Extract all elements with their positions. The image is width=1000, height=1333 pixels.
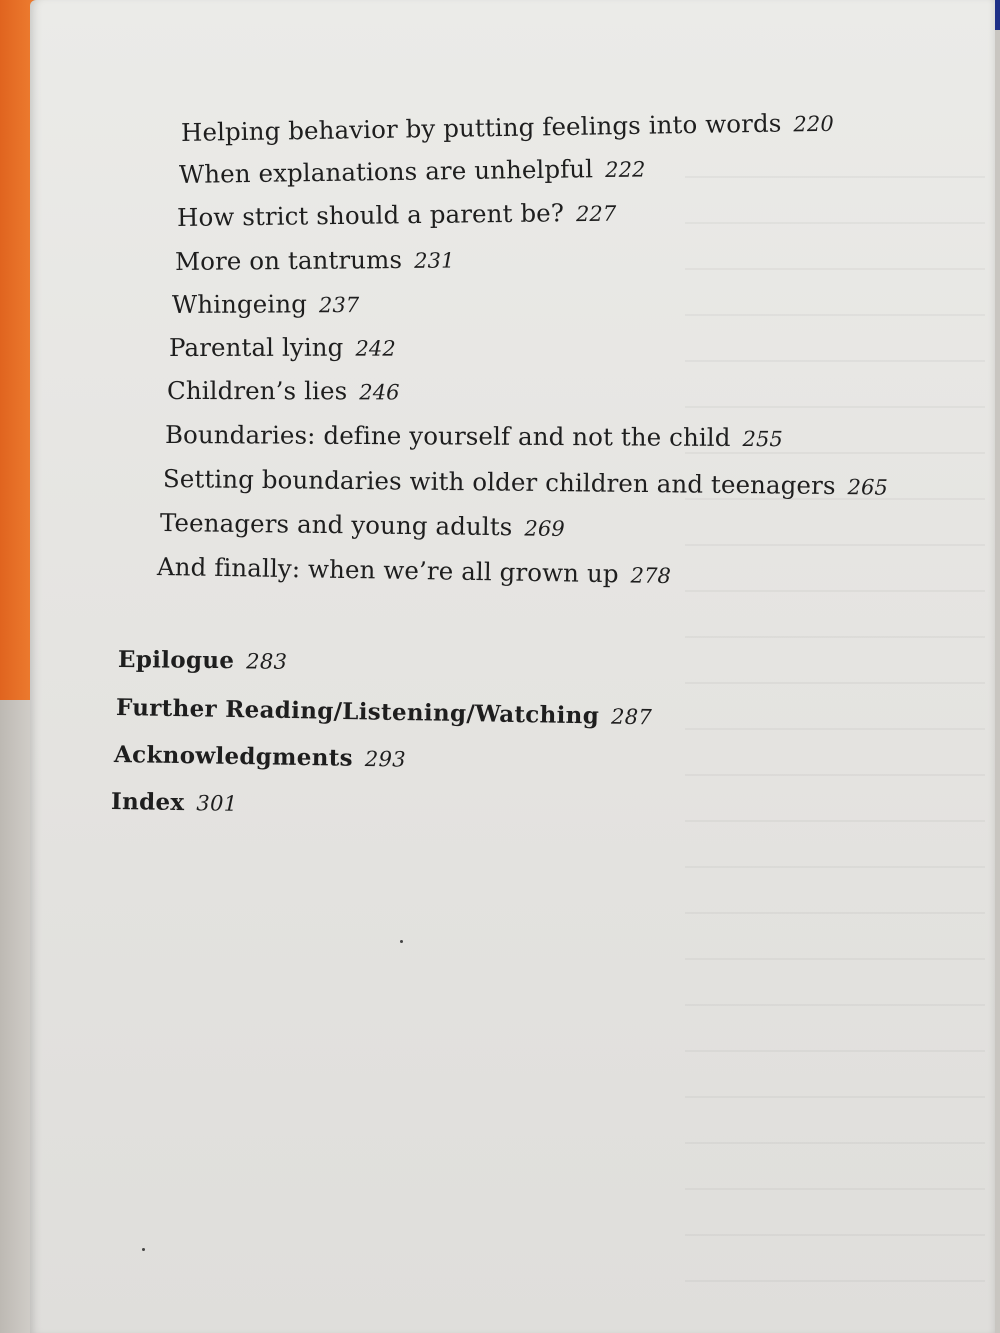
toc-entry-title: How strict should a parent be? — [176, 198, 565, 232]
toc-entry[interactable] — [165, 420, 783, 452]
toc-entry-title: Index — [110, 788, 185, 817]
toc-entry-page: 287 — [610, 704, 653, 730]
table-of-contents — [30, 0, 995, 1333]
toc-entry-page: 237 — [318, 293, 360, 318]
toc-entry[interactable] — [177, 198, 617, 232]
toc-entry-title: Parental lying — [168, 332, 344, 362]
toc-entry-back-matter[interactable] — [118, 646, 288, 675]
toc-entry[interactable] — [175, 245, 455, 276]
toc-entry-title: When explanations are unhelpful — [178, 154, 594, 189]
toc-entry-title: Boundaries: define yourself and not the child — [164, 420, 731, 452]
toc-entry[interactable] — [163, 464, 888, 501]
toc-entry-title: And finally: when we’re all grown up — [156, 552, 619, 589]
toc-entry[interactable] — [181, 108, 834, 147]
toc-entry-page: 255 — [742, 427, 783, 452]
toc-entry-title: Further Reading/Listening/Watching — [115, 694, 600, 730]
toc-entry[interactable] — [167, 376, 400, 405]
toc-entry[interactable] — [157, 552, 671, 589]
toc-entry-page: 265 — [847, 475, 889, 500]
toc-entry-back-matter[interactable] — [111, 788, 238, 817]
toc-entry-page: 227 — [575, 201, 617, 227]
toc-entry[interactable] — [169, 333, 396, 362]
toc-entry-page: 242 — [355, 336, 396, 361]
toc-entry[interactable] — [172, 289, 360, 319]
toc-entry-page: 278 — [630, 563, 672, 589]
toc-entry[interactable] — [160, 508, 565, 542]
toc-entry-page: 231 — [414, 248, 455, 273]
book-page — [30, 0, 995, 1333]
toc-entry-page: 293 — [364, 746, 407, 772]
toc-entry[interactable] — [179, 153, 646, 189]
toc-entry-title: Helping behavior by putting feelings into words — [180, 108, 782, 147]
toc-entry-back-matter[interactable] — [116, 694, 653, 730]
toc-entry-title: More on tantrums — [174, 245, 403, 276]
toc-entry-page: 246 — [359, 380, 400, 405]
toc-entry-title: Children’s lies — [166, 376, 348, 406]
toc-entry-page: 283 — [246, 649, 288, 674]
toc-entry-page: 301 — [196, 791, 238, 816]
toc-entry-title: Acknowledgments — [113, 741, 354, 772]
toc-entry-title: Teenagers and young adults — [159, 508, 513, 542]
toc-entry-back-matter[interactable] — [114, 741, 406, 773]
toc-entry-title: Whingeing — [171, 289, 308, 319]
toc-entry-page: 220 — [793, 111, 834, 137]
toc-entry-page: 222 — [604, 157, 646, 183]
toc-entry-title: Epilogue — [117, 646, 235, 675]
toc-entry-title: Setting boundaries with older children and teenagers — [162, 464, 836, 501]
toc-entry-page: 269 — [524, 516, 565, 541]
